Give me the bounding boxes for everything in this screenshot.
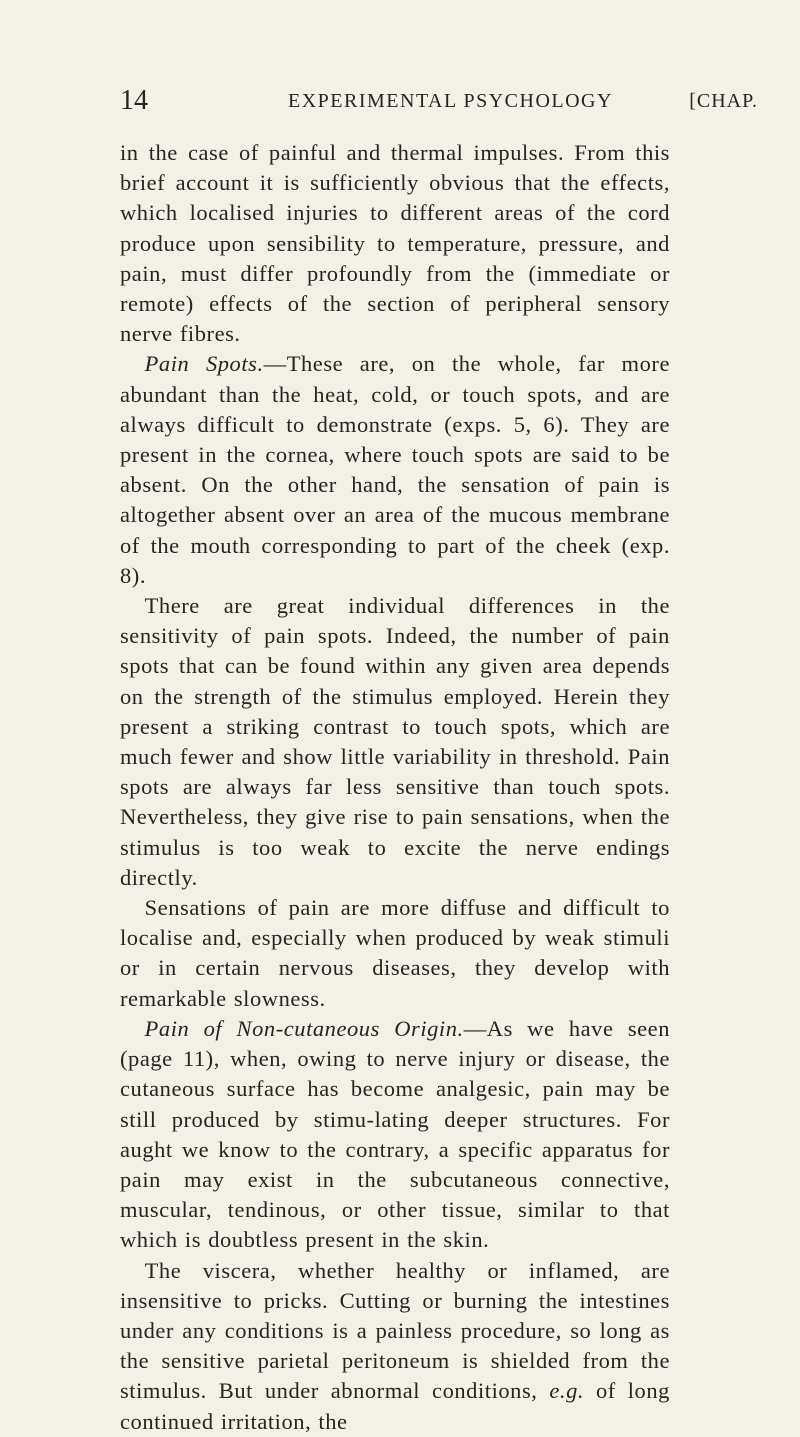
paragraph-4: Sensations of pain are more diffuse and difficult to localise and, especially when produced by weak stimuli or in certain nervous diseases, they develop with remarkable slowness.	[120, 895, 670, 1011]
chapter-mark: [CHAP.	[689, 90, 758, 112]
page-number: 14	[120, 85, 148, 116]
paragraph-1: in the case of painful and thermal impulses. From this brief account it is sufficiently obvious that the effects, which localised injuries to different areas of the cord produce upon sensibility to temperature, pressure, and pain, must differ profoundly from the (immediate or remote) effects of the section of peripheral sensory nerve fibres.	[120, 140, 670, 347]
body-text	[120, 138, 670, 1437]
paragraph-non-cutaneous: Pain of Non-cutaneous Origin.—As we have seen (page 11), when, owing to nerve injury or disease, the cutaneous surface has become analgesic, pain may be still produced by stimu-lating deeper structures. For aught we know to the contrary, a specific apparatus for pain may exist in the subcutaneous connective, muscular, tendinous, or other tissue, similar to that which is doubtless present in the skin.	[120, 1015, 671, 1253]
running-head: EXPERIMENTAL PSYCHOLOGY	[288, 90, 613, 112]
paragraph-6: The viscera, whether healthy or inflamed, are insensitive to pricks. Cutting or burning the intestines under any conditions is a painless procedure, so long as the sensitive parietal peritoneum is shielded from the stimulus. But under abnormal conditions, e.g. of long continued irritation, the	[120, 1257, 670, 1434]
paragraph-pain-spots: Pain Spots.—These are, on the whole, far more abundant than the heat, cold, or touch spots, and are always difficult to demonstrate (exps. 5, 6). They are present in the cornea, where touch spots are said to be absent. On the other hand, the sensation of pain is altogether absent over an area of the mucous membrane of the mouth corresponding to part of the cheek (exp. 8).	[120, 351, 670, 588]
abbreviation-eg: e.g.	[549, 1378, 585, 1404]
section-title-non-cutaneous: Pain of Non-cutaneous Origin.	[144, 1015, 464, 1041]
paragraph-3: There are great individual differences in the sensitivity of pain spots. Indeed, the number of pain spots that can be found within any given area depends on the strength of the stimulus employed. Herein they present a striking contrast to touch spots, which are much fewer and show little variability in threshold. Pain spots are always far less sensitive than touch spots. Nevertheless, they give rise to pain sensations, when the stimulus is too weak to excite the nerve endings directly.	[120, 593, 670, 890]
page-header	[120, 85, 758, 116]
section-title-pain-spots: Pain Spots.	[144, 351, 264, 377]
